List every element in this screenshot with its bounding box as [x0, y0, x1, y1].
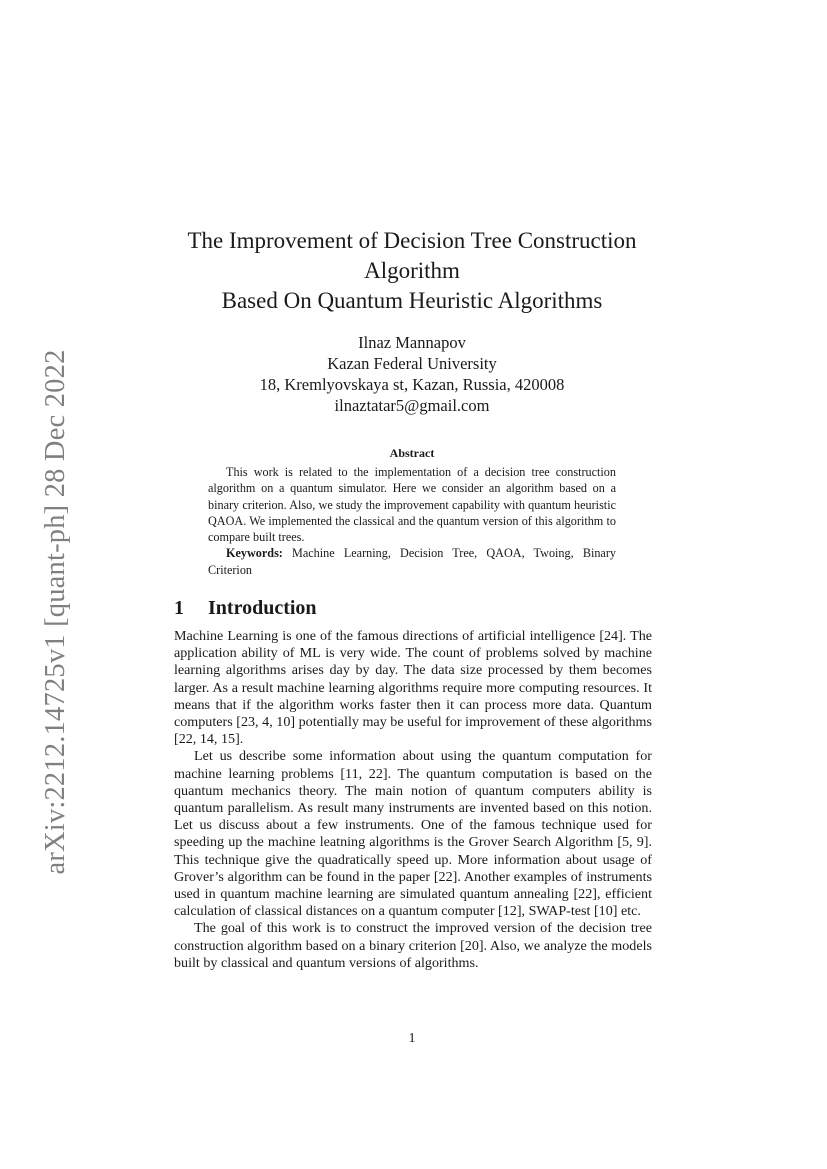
- page-number: 1: [408, 1031, 416, 1046]
- title-line-1: The Improvement of Decision Tree Construction: [187, 228, 637, 253]
- title-line-3: Based On Quantum Heuristic Algorithms: [221, 288, 603, 313]
- arxiv-identifier-stamp: arXiv:2212.14725v1 [quant-ph] 28 Dec 2022: [40, 349, 71, 875]
- keywords-label: Keywords:: [226, 546, 283, 561]
- abstract-heading: Abstract: [389, 446, 435, 460]
- author-email: ilnaztatar5@gmail.com: [334, 396, 490, 415]
- introduction-body: [174, 628, 652, 972]
- author-block: [150, 332, 674, 416]
- author-affiliation: Kazan Federal University: [327, 354, 497, 373]
- abstract-body: [208, 464, 616, 578]
- intro-paragraph-1: Machine Learning is one of the famous directions of artificial intelligence [24]. The application ability of ML is very wide. The count of problems solved by machine learning algorithms arises day by day. The data size processed by them becomes larger. As a result machine learning algorithms require more computing resources. It means that if the algorithm works faster then it can process more data. Quantum computers [23, 4, 10] potentially may be useful for improvement of these algorithms [22, 14, 15].: [174, 628, 652, 748]
- keywords-text: Machine Learning, Decision Tree, QAOA, Twoing, Binary Criterion: [208, 546, 616, 577]
- paper-title: [150, 226, 674, 316]
- intro-paragraph-2: Let us describe some information about using the quantum computation for machine learning problems [11, 22]. The quantum computation is based on the quantum mechanics theory. The main notion of quantum computers ability is quantum parallelism. As result many instruments are invented based on this notion. Let us discuss about a few instruments. One of the famous technique used for speeding up the machine leatning algorithms is the Grover Search Algorithm [5, 9]. This technique give the quadratically speed up. More information about usage of Grover’s algorithm can be found in the paper [22]. Another examples of instruments used in quantum machine learning are simulated quantum annealing [22], efficient calculation of classical distances on a quantum computer [12], SWAP-test [10] etc.: [174, 748, 652, 920]
- keywords-line: [208, 545, 616, 578]
- author-name: Ilnaz Mannapov: [358, 333, 466, 352]
- intro-paragraph-3: The goal of this work is to construct the improved version of the decision tree construction algorithm based on a binary criterion [20]. Also, we analyze the models built by classical and quantum versions of algorithms.: [174, 920, 652, 971]
- section-number: 1: [174, 597, 184, 619]
- title-line-2: Algorithm: [364, 258, 460, 283]
- author-address: 18, Kremlyovskaya st, Kazan, Russia, 420008: [259, 375, 565, 394]
- abstract-text: This work is related to the implementation of a decision tree construction algorithm on a quantum simulator. Here we consider an algorithm based on a binary criterion. Also, we study the improvement capability with quantum heuristic QAOA. We implemented the classical and the quantum version of this algorithm to compare built trees.: [208, 465, 616, 545]
- section-heading-introduction: [174, 596, 654, 620]
- section-title: Introduction: [208, 597, 317, 619]
